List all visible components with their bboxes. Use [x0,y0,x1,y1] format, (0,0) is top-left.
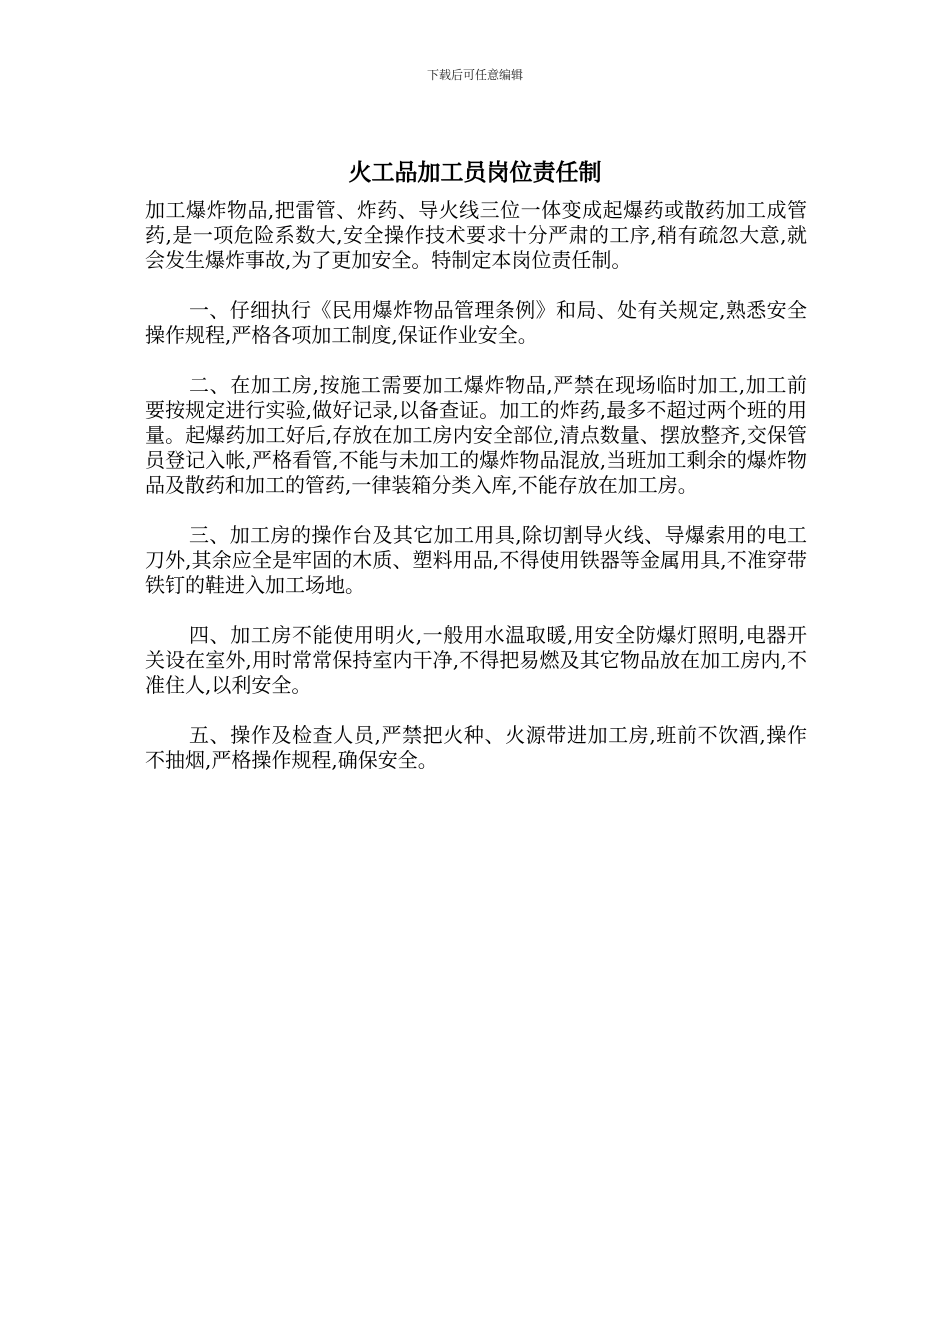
clause-2: 二、在加工房,按施工需要加工爆炸物品,严禁在现场临时加工,加工前要按规定进行实验,做好记录,以备查证。加工的炸药,最多不超过两个班的用量。起爆药加工好后,存放在加工房内安全部位,清点数量、摆放整齐,交保管员登记入帐,严格看管,不能与未加工的爆炸物品混放,当班加工剩余的爆炸物品及散药和加工的管药,一律装箱分类入库,不能存放在加工房。 [145,373,807,497]
clause-4: 四、加工房不能使用明火,一般用水温取暖,用安全防爆灯照明,电器开关设在室外,用时常常保持室内干净,不得把易燃及其它物品放在加工房内,不准住人,以利安全。 [145,623,807,697]
document-title: 火工品加工员岗位责任制 [348,160,602,186]
clause-5: 五、操作及检查人员,严禁把火种、火源带进加工房,班前不饮酒,操作不抽烟,严格操作规程,确保安全。 [145,723,807,772]
document-body [145,198,807,798]
header-note: 下载后可任意编辑 [426,68,523,82]
clause-1: 一、仔细执行《民用爆炸物品管理条例》和局、处有关规定,熟悉安全操作规程,严格各项加工制度,保证作业安全。 [145,298,807,347]
clause-3: 三、加工房的操作台及其它加工用具,除切割导火线、导爆索用的电工刀外,其余应全是牢固的木质、塑料用品,不得使用铁器等金属用具,不准穿带铁钉的鞋进入加工场地。 [145,523,807,597]
intro-paragraph: 加工爆炸物品,把雷管、炸药、导火线三位一体变成起爆药或散药加工成管药,是一项危险系数大,安全操作技术要求十分严肃的工序,稍有疏忽大意,就会发生爆炸事故,为了更加安全。特制定本岗位责任制。 [145,198,807,272]
